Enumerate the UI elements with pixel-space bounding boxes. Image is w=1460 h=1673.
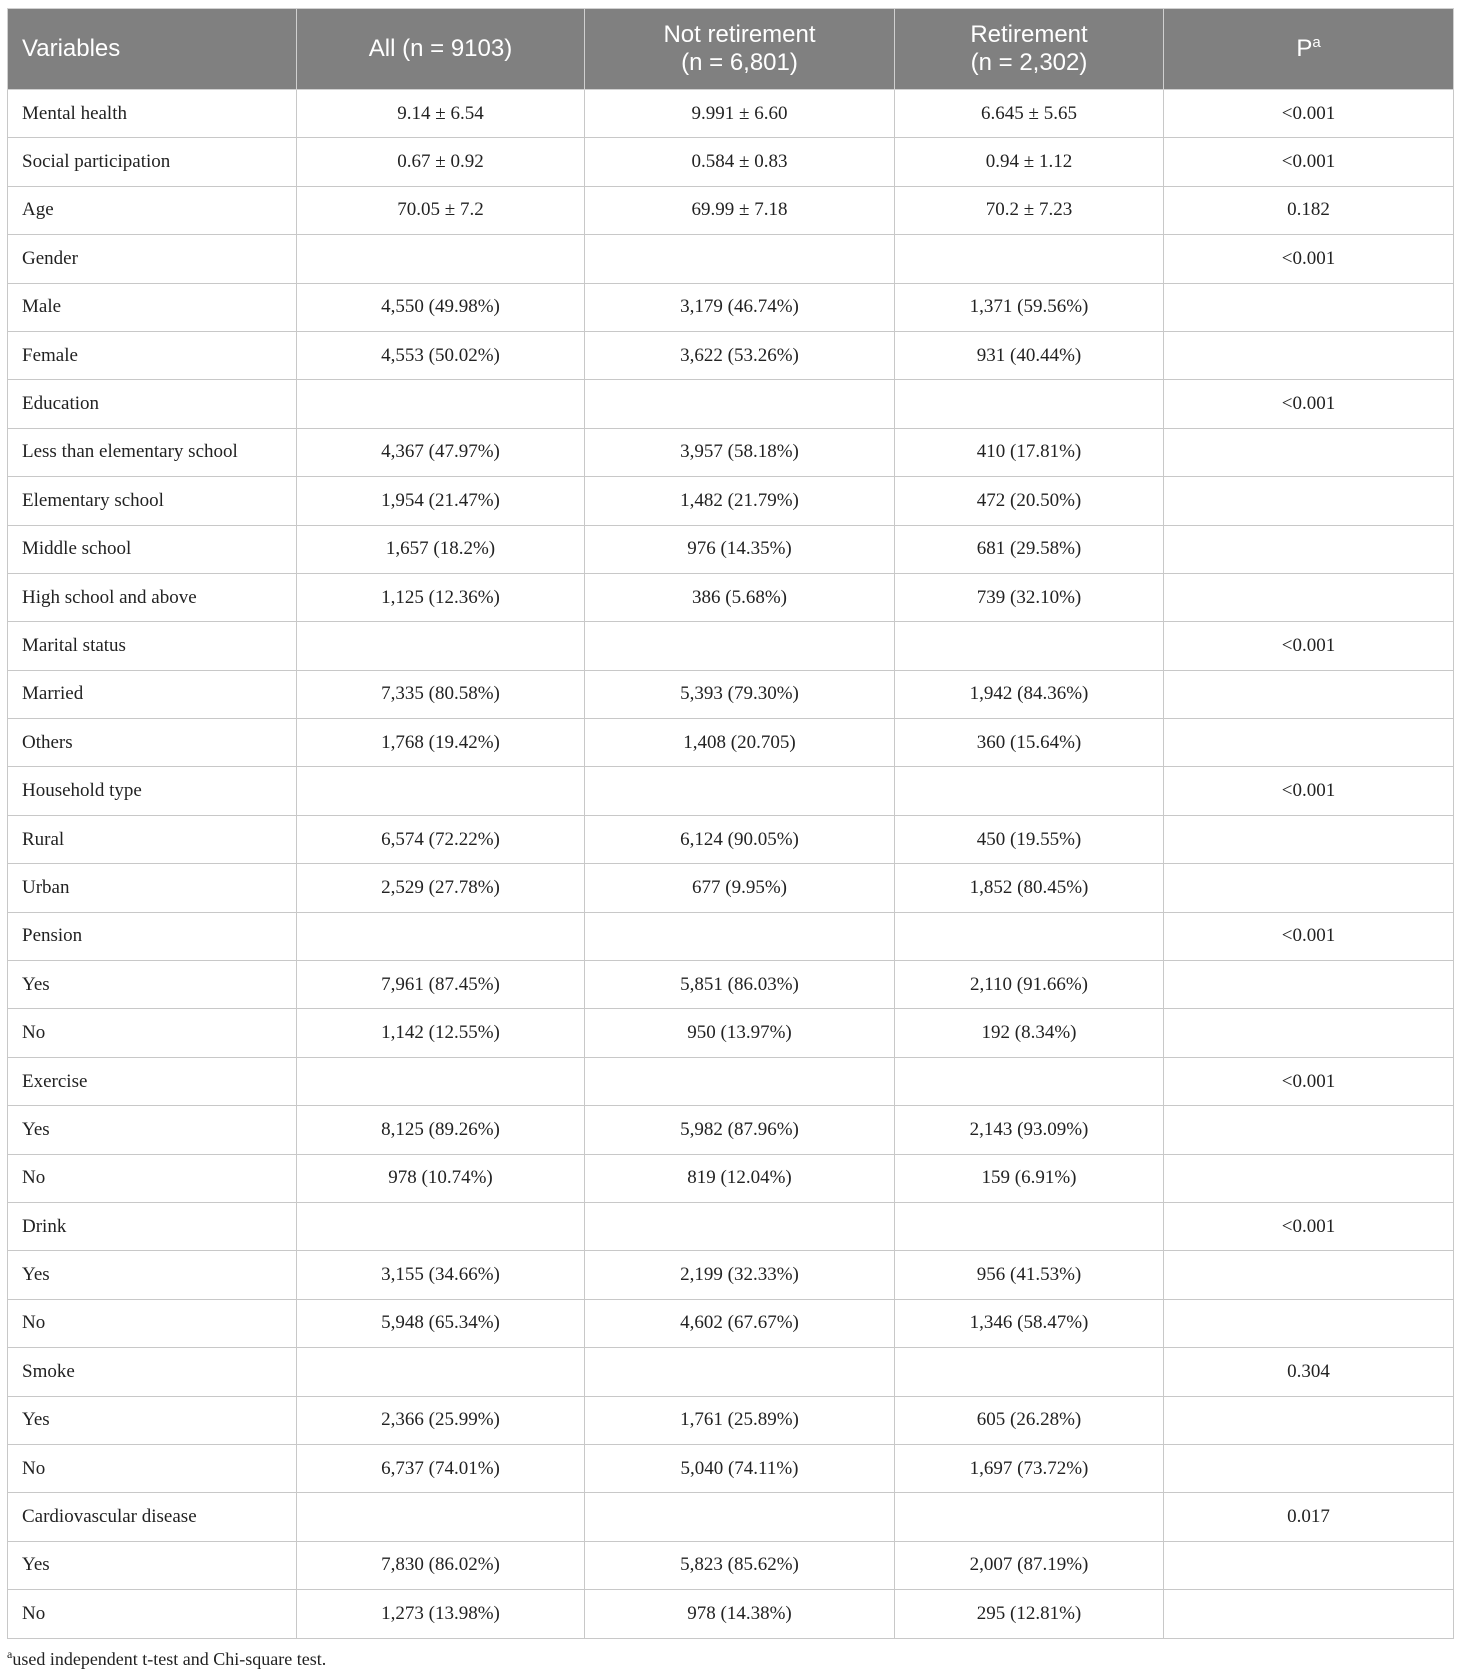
table-row — [8, 767, 1454, 815]
header-retirement-label: Retirement — [970, 21, 1088, 48]
all-cell: 7,961 (87.45%) — [297, 961, 585, 1009]
variable-cell: Education — [8, 380, 297, 428]
not-retirement-cell: 976 (14.35%) — [585, 525, 895, 573]
header-p-value — [1164, 9, 1454, 90]
table-row — [8, 331, 1454, 379]
variable-cell: Less than elementary school — [8, 428, 297, 476]
retirement-cell: 1,346 (58.47%) — [895, 1299, 1164, 1347]
table-row — [8, 912, 1454, 960]
retirement-cell: 2,143 (93.09%) — [895, 1106, 1164, 1154]
p-value-cell: <0.001 — [1164, 138, 1454, 186]
retirement-cell: 681 (29.58%) — [895, 525, 1164, 573]
all-cell: 1,125 (12.36%) — [297, 573, 585, 621]
retirement-cell — [895, 1057, 1164, 1105]
table-row — [8, 1057, 1454, 1105]
p-value-cell — [1164, 525, 1454, 573]
not-retirement-cell: 1,761 (25.89%) — [585, 1396, 895, 1444]
retirement-cell: 410 (17.81%) — [895, 428, 1164, 476]
header-not-retirement — [585, 9, 895, 90]
table-header — [8, 9, 1454, 90]
retirement-cell: 6.645 ± 5.65 — [895, 90, 1164, 138]
not-retirement-cell: 69.99 ± 7.18 — [585, 186, 895, 234]
retirement-cell: 0.94 ± 1.12 — [895, 138, 1164, 186]
header-all: All (n = 9103) — [297, 9, 585, 90]
p-value-cell — [1164, 1590, 1454, 1638]
table-row — [8, 1251, 1454, 1299]
table-row — [8, 1009, 1454, 1057]
table-row — [8, 283, 1454, 331]
p-value-cell — [1164, 573, 1454, 621]
all-cell: 4,553 (50.02%) — [297, 331, 585, 379]
not-retirement-cell: 9.991 ± 6.60 — [585, 90, 895, 138]
footnote-text: used independent t-test and Chi-square test. — [12, 1648, 327, 1669]
all-cell — [297, 1057, 585, 1105]
all-cell: 1,142 (12.55%) — [297, 1009, 585, 1057]
table-row — [8, 90, 1454, 138]
p-value-cell: <0.001 — [1164, 235, 1454, 283]
retirement-cell: 931 (40.44%) — [895, 331, 1164, 379]
table-row — [8, 1444, 1454, 1492]
variable-cell: Cardiovascular disease — [8, 1493, 297, 1541]
retirement-cell — [895, 1202, 1164, 1250]
table-row — [8, 719, 1454, 767]
all-cell — [297, 1202, 585, 1250]
all-cell: 5,948 (65.34%) — [297, 1299, 585, 1347]
all-cell — [297, 380, 585, 428]
not-retirement-cell — [585, 1202, 895, 1250]
variable-cell: Male — [8, 283, 297, 331]
p-value-cell — [1164, 477, 1454, 525]
variable-cell: Rural — [8, 815, 297, 863]
not-retirement-cell: 4,602 (67.67%) — [585, 1299, 895, 1347]
retirement-cell: 192 (8.34%) — [895, 1009, 1164, 1057]
not-retirement-cell: 386 (5.68%) — [585, 573, 895, 621]
variable-cell: Drink — [8, 1202, 297, 1250]
not-retirement-cell: 3,179 (46.74%) — [585, 283, 895, 331]
p-value-cell — [1164, 1106, 1454, 1154]
p-value-cell: <0.001 — [1164, 380, 1454, 428]
not-retirement-cell: 0.584 ± 0.83 — [585, 138, 895, 186]
retirement-cell: 1,852 (80.45%) — [895, 864, 1164, 912]
variable-cell: Urban — [8, 864, 297, 912]
p-value-cell — [1164, 1541, 1454, 1589]
not-retirement-cell — [585, 1348, 895, 1396]
table-row — [8, 1299, 1454, 1347]
table-row — [8, 1396, 1454, 1444]
not-retirement-cell: 5,982 (87.96%) — [585, 1106, 895, 1154]
not-retirement-cell — [585, 767, 895, 815]
p-value-cell — [1164, 719, 1454, 767]
variable-cell: Yes — [8, 1396, 297, 1444]
p-value-cell: 0.304 — [1164, 1348, 1454, 1396]
all-cell: 4,550 (49.98%) — [297, 283, 585, 331]
document — [7, 8, 1453, 1670]
retirement-cell: 472 (20.50%) — [895, 477, 1164, 525]
table-row — [8, 815, 1454, 863]
retirement-cell: 360 (15.64%) — [895, 719, 1164, 767]
header-row — [8, 9, 1454, 90]
not-retirement-cell: 978 (14.38%) — [585, 1590, 895, 1638]
all-cell — [297, 1348, 585, 1396]
retirement-cell: 1,942 (84.36%) — [895, 670, 1164, 718]
p-value-cell — [1164, 283, 1454, 331]
variable-cell: Household type — [8, 767, 297, 815]
variable-cell: No — [8, 1444, 297, 1492]
variable-cell: Middle school — [8, 525, 297, 573]
variable-cell: Social participation — [8, 138, 297, 186]
not-retirement-cell — [585, 622, 895, 670]
p-value-cell — [1164, 428, 1454, 476]
retirement-cell: 295 (12.81%) — [895, 1590, 1164, 1638]
not-retirement-cell: 1,408 (20.705) — [585, 719, 895, 767]
p-value-cell: 0.182 — [1164, 186, 1454, 234]
all-cell: 1,657 (18.2%) — [297, 525, 585, 573]
table-row — [8, 670, 1454, 718]
p-value-cell — [1164, 815, 1454, 863]
all-cell: 1,768 (19.42%) — [297, 719, 585, 767]
p-value-cell: <0.001 — [1164, 622, 1454, 670]
all-cell: 6,737 (74.01%) — [297, 1444, 585, 1492]
variable-cell: No — [8, 1154, 297, 1202]
not-retirement-cell — [585, 1057, 895, 1105]
table-row — [8, 1493, 1454, 1541]
variable-cell: No — [8, 1299, 297, 1347]
p-value-cell: <0.001 — [1164, 1057, 1454, 1105]
all-cell: 70.05 ± 7.2 — [297, 186, 585, 234]
header-retirement — [895, 9, 1164, 90]
p-value-cell — [1164, 961, 1454, 1009]
table-row — [8, 1348, 1454, 1396]
p-value-cell — [1164, 670, 1454, 718]
not-retirement-cell — [585, 235, 895, 283]
not-retirement-cell: 1,482 (21.79%) — [585, 477, 895, 525]
header-p-superscript: a — [1312, 34, 1321, 51]
table-row — [8, 477, 1454, 525]
header-retirement-n: (n = 2,302) — [970, 49, 1088, 76]
retirement-cell — [895, 380, 1164, 428]
table-row — [8, 380, 1454, 428]
all-cell: 2,366 (25.99%) — [297, 1396, 585, 1444]
variable-cell: Yes — [8, 1541, 297, 1589]
retirement-cell — [895, 235, 1164, 283]
p-value-cell: <0.001 — [1164, 90, 1454, 138]
table-row — [8, 138, 1454, 186]
retirement-cell: 956 (41.53%) — [895, 1251, 1164, 1299]
p-value-cell: 0.017 — [1164, 1493, 1454, 1541]
all-cell: 3,155 (34.66%) — [297, 1251, 585, 1299]
p-value-cell — [1164, 1444, 1454, 1492]
all-cell: 9.14 ± 6.54 — [297, 90, 585, 138]
table-row — [8, 1154, 1454, 1202]
p-value-cell — [1164, 331, 1454, 379]
not-retirement-cell: 6,124 (90.05%) — [585, 815, 895, 863]
not-retirement-cell: 3,957 (58.18%) — [585, 428, 895, 476]
variable-cell: High school and above — [8, 573, 297, 621]
retirement-cell — [895, 912, 1164, 960]
not-retirement-cell: 677 (9.95%) — [585, 864, 895, 912]
not-retirement-cell: 950 (13.97%) — [585, 1009, 895, 1057]
not-retirement-cell: 5,851 (86.03%) — [585, 961, 895, 1009]
retirement-cell: 605 (26.28%) — [895, 1396, 1164, 1444]
variable-cell: Married — [8, 670, 297, 718]
variable-cell: Yes — [8, 1251, 297, 1299]
retirement-cell — [895, 767, 1164, 815]
variable-cell: Smoke — [8, 1348, 297, 1396]
not-retirement-cell: 5,393 (79.30%) — [585, 670, 895, 718]
not-retirement-cell: 5,823 (85.62%) — [585, 1541, 895, 1589]
all-cell: 6,574 (72.22%) — [297, 815, 585, 863]
p-value-cell — [1164, 1251, 1454, 1299]
p-value-cell: <0.001 — [1164, 1202, 1454, 1250]
not-retirement-cell: 3,622 (53.26%) — [585, 331, 895, 379]
table-row — [8, 1590, 1454, 1638]
p-value-cell — [1164, 1154, 1454, 1202]
variable-cell: Marital status — [8, 622, 297, 670]
retirement-cell: 2,007 (87.19%) — [895, 1541, 1164, 1589]
retirement-cell — [895, 1493, 1164, 1541]
variable-cell: Yes — [8, 961, 297, 1009]
retirement-cell — [895, 622, 1164, 670]
p-value-cell — [1164, 1396, 1454, 1444]
table-row — [8, 1202, 1454, 1250]
table-row — [8, 1106, 1454, 1154]
all-cell: 1,954 (21.47%) — [297, 477, 585, 525]
p-value-cell — [1164, 1009, 1454, 1057]
all-cell: 4,367 (47.97%) — [297, 428, 585, 476]
all-cell — [297, 767, 585, 815]
not-retirement-cell — [585, 1493, 895, 1541]
retirement-cell: 2,110 (91.66%) — [895, 961, 1164, 1009]
variable-cell: Age — [8, 186, 297, 234]
table-row — [8, 186, 1454, 234]
variable-cell: Exercise — [8, 1057, 297, 1105]
all-cell: 2,529 (27.78%) — [297, 864, 585, 912]
table-body — [8, 90, 1454, 1639]
table-footnote — [7, 1646, 1453, 1670]
p-value-cell: <0.001 — [1164, 767, 1454, 815]
variable-cell: No — [8, 1590, 297, 1638]
characteristics-table — [7, 8, 1454, 1639]
table-row — [8, 961, 1454, 1009]
all-cell — [297, 622, 585, 670]
variable-cell: Female — [8, 331, 297, 379]
retirement-cell: 159 (6.91%) — [895, 1154, 1164, 1202]
variable-cell: Gender — [8, 235, 297, 283]
header-variables: Variables — [8, 9, 297, 90]
header-not-retirement-n: (n = 6,801) — [681, 49, 798, 76]
all-cell: 8,125 (89.26%) — [297, 1106, 585, 1154]
variable-cell: No — [8, 1009, 297, 1057]
table-row — [8, 622, 1454, 670]
table-row — [8, 428, 1454, 476]
variable-cell: Others — [8, 719, 297, 767]
all-cell: 7,830 (86.02%) — [297, 1541, 585, 1589]
all-cell: 7,335 (80.58%) — [297, 670, 585, 718]
variable-cell: Pension — [8, 912, 297, 960]
not-retirement-cell: 5,040 (74.11%) — [585, 1444, 895, 1492]
p-value-cell: <0.001 — [1164, 912, 1454, 960]
all-cell: 1,273 (13.98%) — [297, 1590, 585, 1638]
all-cell — [297, 235, 585, 283]
not-retirement-cell: 819 (12.04%) — [585, 1154, 895, 1202]
retirement-cell: 1,371 (59.56%) — [895, 283, 1164, 331]
table-row — [8, 235, 1454, 283]
retirement-cell — [895, 1348, 1164, 1396]
retirement-cell: 70.2 ± 7.23 — [895, 186, 1164, 234]
retirement-cell: 739 (32.10%) — [895, 573, 1164, 621]
header-p-letter: P — [1296, 35, 1313, 62]
retirement-cell: 450 (19.55%) — [895, 815, 1164, 863]
not-retirement-cell — [585, 380, 895, 428]
variable-cell: Mental health — [8, 90, 297, 138]
not-retirement-cell — [585, 912, 895, 960]
all-cell — [297, 912, 585, 960]
variable-cell: Elementary school — [8, 477, 297, 525]
table-row — [8, 573, 1454, 621]
footnote-marker: a — [7, 1646, 13, 1661]
table-row — [8, 864, 1454, 912]
variable-cell: Yes — [8, 1106, 297, 1154]
header-not-retirement-label: Not retirement — [663, 21, 816, 48]
all-cell: 978 (10.74%) — [297, 1154, 585, 1202]
not-retirement-cell: 2,199 (32.33%) — [585, 1251, 895, 1299]
table-row — [8, 525, 1454, 573]
p-value-cell — [1164, 864, 1454, 912]
retirement-cell: 1,697 (73.72%) — [895, 1444, 1164, 1492]
all-cell: 0.67 ± 0.92 — [297, 138, 585, 186]
all-cell — [297, 1493, 585, 1541]
table-row — [8, 1541, 1454, 1589]
p-value-cell — [1164, 1299, 1454, 1347]
